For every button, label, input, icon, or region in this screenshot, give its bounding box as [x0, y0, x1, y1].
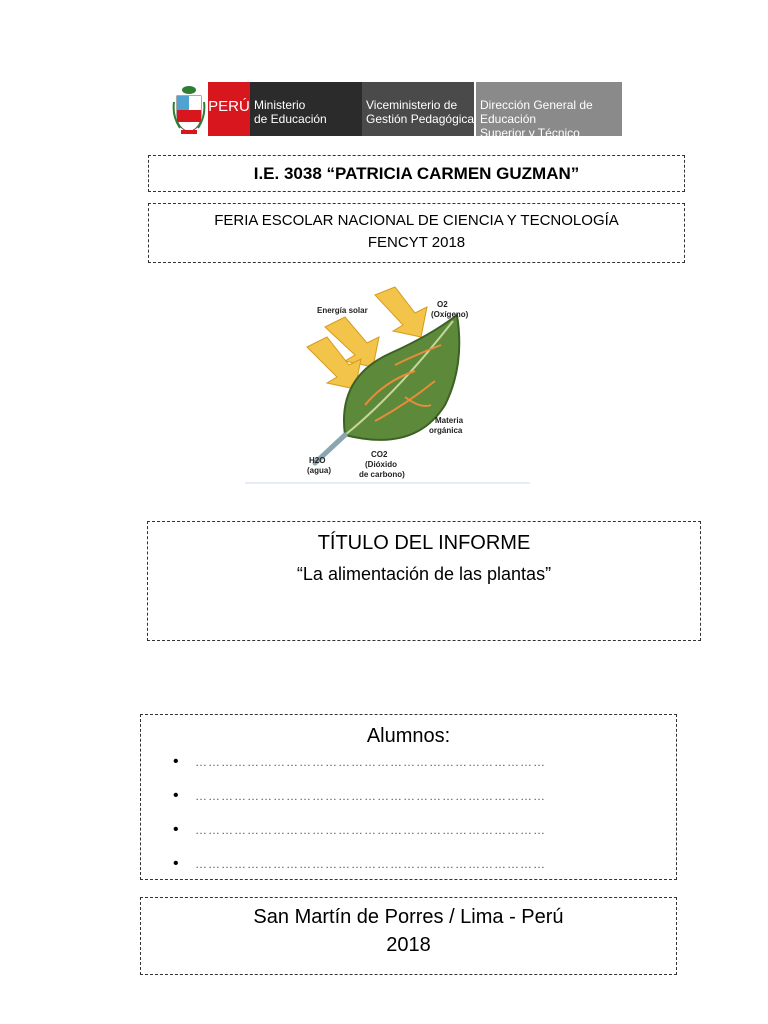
report-heading: TÍTULO DEL INFORME — [317, 532, 531, 554]
label-dioxido: (Dióxido — [365, 460, 397, 469]
photosynthesis-leaf-illustration — [245, 285, 530, 485]
fair-edition: FENCYT 2018 — [367, 234, 466, 251]
student-line: • ……………………………………………………………………… — [173, 753, 546, 770]
label-organica: orgánica — [429, 426, 463, 435]
ministerio-label: Ministerio de Educación — [254, 98, 327, 126]
school-name: I.E. 3038 “PATRICIA CARMEN GUZMAN” — [253, 164, 580, 183]
place-name: San Martín de Porres / Lima - Perú — [253, 906, 564, 928]
label-energia-solar: Energía solar — [317, 306, 368, 315]
direccion-label: Dirección General de Educación Superior y Técnico Profesional — [480, 98, 593, 154]
report-title-box — [147, 521, 701, 641]
student-line: • ……………………………………………………………………… — [173, 855, 546, 872]
fair-box — [148, 203, 685, 263]
fair-name: FERIA ESCOLAR NACIONAL DE CIENCIA Y TECNOLOGÍA — [214, 212, 619, 229]
label-co2: CO2 — [371, 450, 388, 459]
label-agua: (agua) — [307, 466, 331, 475]
peru-coat-of-arms-icon — [172, 82, 206, 136]
place-box — [140, 897, 677, 975]
label-oxigeno: (Oxígeno) — [431, 310, 469, 319]
peru-label: PERÚ — [208, 98, 250, 115]
student-line: • ……………………………………………………………………… — [173, 821, 546, 838]
students-heading: Alumnos: — [366, 725, 451, 747]
label-materia: Materia — [435, 416, 464, 425]
label-h2o: H2O — [309, 456, 326, 465]
ministry-banner — [172, 82, 622, 154]
student-line: • ……………………………………………………………………… — [173, 787, 546, 804]
viceministerio-label: Viceministerio de Gestión Pedagógica — [366, 98, 475, 126]
place-year: 2018 — [386, 934, 431, 956]
report-title: “La alimentación de las plantas” — [296, 564, 552, 584]
school-box — [148, 155, 685, 192]
label-carbono: de carbono) — [359, 470, 405, 479]
label-o2: O2 — [437, 300, 448, 309]
sunlight-arrow-icon — [375, 287, 427, 337]
students-box — [140, 714, 677, 880]
